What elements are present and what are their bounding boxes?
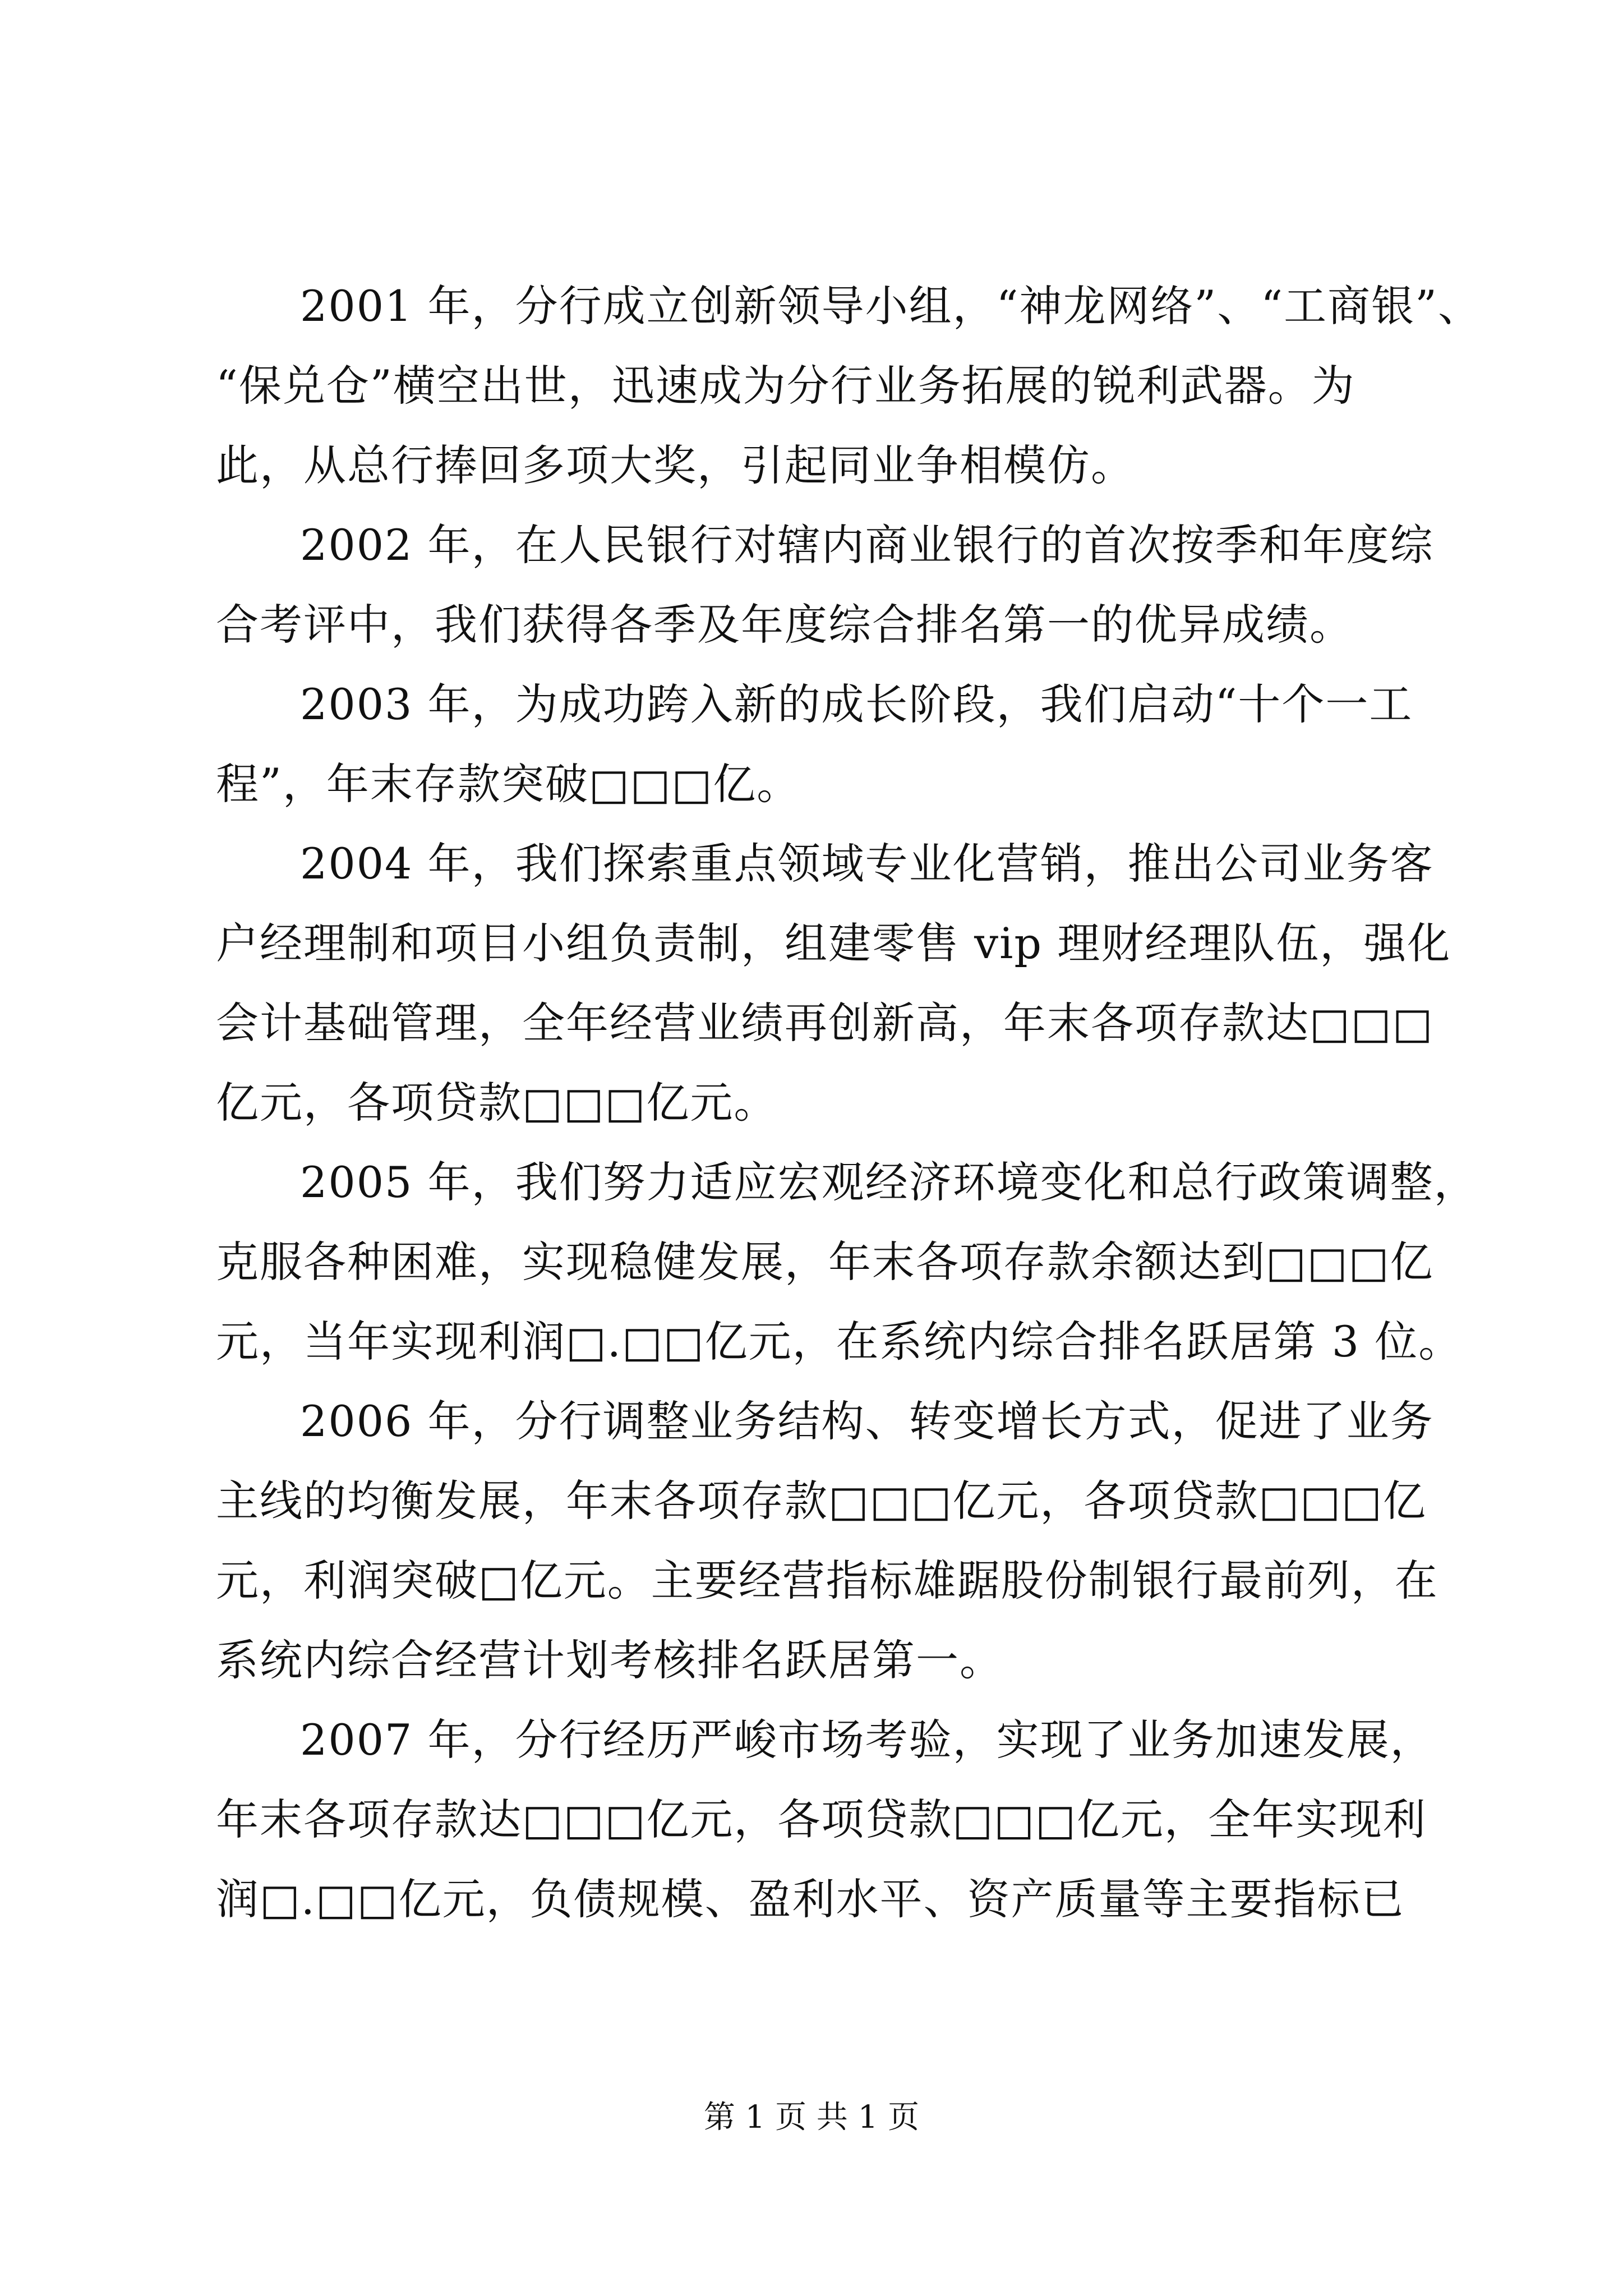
paragraph-line: 元，当年实现利润□.□□亿元，在系统内综合排名跃居第 3 位。 bbox=[216, 1317, 1463, 1366]
paragraph-line: 此，从总行捧回多项大奖，引起同业争相模仿。 bbox=[216, 440, 1135, 490]
paragraph-line: 2006 年，分行调整业务结构、转变增长方式，促进了业务 bbox=[300, 1396, 1434, 1446]
paragraph-line: 2007 年，分行经历严峻市场考验，实现了业务加速发展， bbox=[300, 1715, 1434, 1765]
paragraph-2002 bbox=[216, 505, 1434, 665]
paragraph-line: 亿元，各项贷款□□□亿元。 bbox=[216, 1078, 778, 1128]
paragraph-line: 克服各种困难，实现稳健发展，年末各项存款余额达到□□□亿 bbox=[216, 1237, 1434, 1287]
paragraph-line: 主线的均衡发展，年末各项存款□□□亿元，各项贷款□□□亿 bbox=[216, 1476, 1427, 1526]
paragraph-line: 户经理制和项目小组负责制，组建零售 vip 理财经理队伍，强化 bbox=[216, 918, 1451, 968]
paragraph-line: 2001 年，分行成立创新领导小组，“神龙网络”、“工商银”、 bbox=[300, 281, 1482, 331]
page-footer bbox=[0, 2098, 1623, 2137]
document-body bbox=[216, 266, 1482, 1939]
paragraph-2006 bbox=[216, 1382, 1438, 1700]
paragraph-line: “保兑仓”横空出世，迅速成为分行业务拓展的锐利武器。为 bbox=[216, 361, 1355, 411]
paragraph-line: 年末各项存款达□□□亿元，各项贷款□□□亿元，全年实现利 bbox=[216, 1795, 1427, 1844]
paragraph-2001 bbox=[216, 266, 1482, 505]
page-number-label: 第 1 页 共 1 页 bbox=[703, 2099, 920, 2136]
paragraph-2005 bbox=[216, 1143, 1478, 1382]
paragraph-line: 润□.□□亿元，负债规模、盈利水平、资产质量等主要指标已 bbox=[216, 1874, 1405, 1924]
paragraph-2007 bbox=[216, 1700, 1434, 1939]
paragraph-line: 程”，年末存款突破□□□亿。 bbox=[216, 759, 801, 809]
paragraph-line: 合考评中，我们获得各季及年度综合排名第一的优异成绩。 bbox=[216, 600, 1353, 650]
paragraph-line: 2002 年，在人民银行对辖内商业银行的首次按季和年度综 bbox=[300, 520, 1434, 570]
paragraph-2003 bbox=[216, 665, 1427, 824]
paragraph-2004 bbox=[216, 824, 1451, 1143]
paragraph-line: 元，利润突破□亿元。主要经营指标雄踞股份制银行最前列，在 bbox=[216, 1556, 1438, 1605]
paragraph-line: 会计基础管理，全年经营业绩再创新高，年末各项存款达□□□ bbox=[216, 998, 1434, 1048]
paragraph-line: 2005 年，我们努力适应宏观经济环境变化和总行政策调整， bbox=[300, 1157, 1478, 1207]
paragraph-line: 2004 年，我们探索重点领域专业化营销，推出公司业务客 bbox=[300, 839, 1434, 889]
paragraph-line: 2003 年，为成功跨入新的成长阶段，我们启动“十个一工 bbox=[300, 679, 1413, 729]
paragraph-line: 系统内综合经营计划考核排名跃居第一。 bbox=[216, 1635, 1003, 1685]
